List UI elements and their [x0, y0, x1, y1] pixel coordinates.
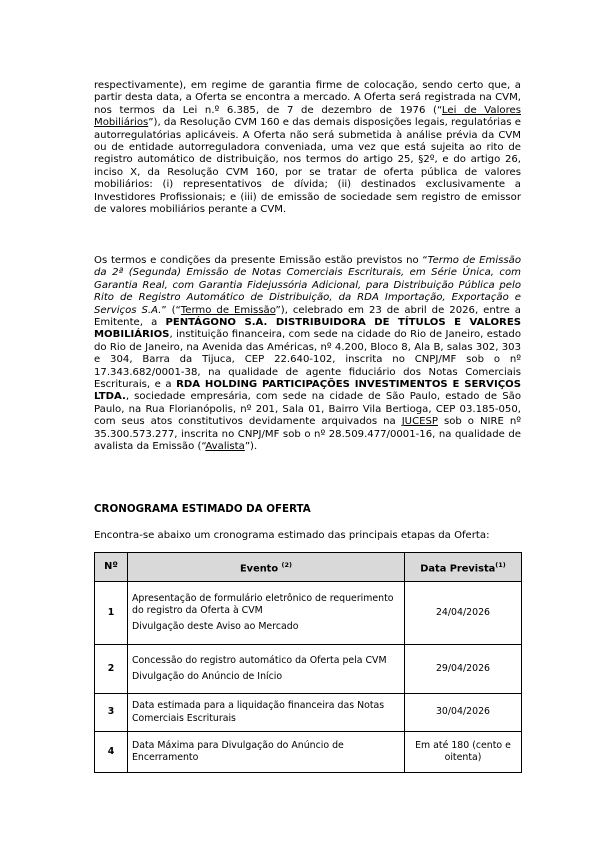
row-event — [128, 582, 405, 645]
p2-text-2: ” (“ — [161, 304, 181, 316]
header-date-note: (1) — [495, 560, 506, 569]
p1-text-2: ”), da Resolução CVM 160 e das demais disposições legais, regulatórias e autorregulatórias aplicáveis. A Oferta não será submetida à análise prévia da CVM ou de entidade autorreguladora conveniada, uma vez que está sujeita ao rito de registro automático de distribuição, nos termos do artigo 25, §2º, e do artigo 26, inciso X, da Resolução CVM 160, por se tratar de oferta pública de valores mobiliários: (i) representativos de dívida; (ii) destinados exclusivamente a Investidores Profissionais; e (iii) de emissão de sociedade sem registro de emissor de valores mobiliários perante a CVM. — [94, 117, 521, 216]
rda-holding-name: RDA HOLDING PARTICIPAÇÕES INVESTIMENTOS E SERVIÇOS LTDA. — [94, 379, 521, 403]
avalista-term: Avalista — [205, 441, 245, 453]
row-num: 3 — [95, 694, 128, 732]
p1-text-1: respectivamente), em regime de garantia firme de colocação, sendo certo que, a partir desta data, a Oferta se encontra a mercado. A Oferta será registrada na CVM, nos termos da Lei n.º 6.385, de 7 de dezembro de 1976 (“ — [94, 80, 521, 116]
jucesp-term: JUCESP — [401, 416, 438, 428]
event-line: Divulgação do Anúncio de Início — [132, 671, 283, 682]
cronograma-table — [94, 552, 522, 773]
p2-text-6: sob o NIRE nº 35.300.573.277, inscrita no CNPJ/MF sob o nº 28.509.477/0001-16, na qualidade de avalista da Emissão (“ — [94, 416, 521, 453]
p2-text-1: Os termos e condições da presente Emissão estão previstos no “ — [94, 255, 428, 266]
p2-text-4: , instituição financeira, com sede na cidade do Rio de Janeiro, estado do Rio de Janeiro, na Avenida das Américas, nº 4.200, Bloco 8, Ala B, salas 302, 303 e 304, Barra da Tijuca, CEP 22.640-102, inscrita no CNPJ/MF sob o nº 17.343.682/0001-38, na qualidade de agente fiduciário dos Notas Comerciais Escriturais, e a — [94, 329, 521, 391]
row-event — [128, 645, 405, 694]
row-event — [128, 694, 405, 732]
header-date — [405, 553, 522, 582]
header-event-note: (2) — [281, 560, 292, 569]
paragraph-oferta-registro — [94, 80, 521, 216]
event-line: Divulgação deste Aviso ao Mercado — [132, 621, 299, 633]
row-date: 29/04/2026 — [405, 645, 522, 694]
row-date: Em até 180 (cento e oitenta) — [405, 732, 522, 773]
section-intro: Encontra-se abaixo um cronograma estimado das principais etapas da Oferta: — [94, 530, 490, 541]
header-num-label: Nº — [104, 560, 118, 572]
header-date-label: Data Prevista — [420, 563, 496, 575]
header-event-label: Evento — [239, 563, 279, 575]
table-row — [95, 582, 522, 645]
lei-valores-mobiliarios-term: Lei de Valores Mobiliários — [94, 104, 521, 129]
section-heading: CRONOGRAMA ESTIMADO DA OFERTA — [94, 503, 311, 515]
table-row — [95, 645, 522, 694]
row-num: 2 — [95, 645, 128, 694]
row-num: 4 — [95, 732, 128, 773]
p2-text-5: , sociedade empresária, com sede na cidade de São Paulo, estado de São Paulo, na Rua Florianópolis, nº 201, Sala 01, Bairro Vila Bertioga, CEP 03.185-050, com seus atos constitutivos devidamente arquivados na — [94, 391, 521, 428]
event-line: Concessão do registro automático da Oferta pela CVM — [132, 654, 387, 666]
header-num — [95, 553, 128, 582]
p2-text-3: ”), celebrado em 23 de abril de 2026, entre a Emitente, a — [94, 304, 521, 329]
event-line: Data estimada para a liquidação financeira das Notas Comerciais Escriturais — [132, 700, 385, 724]
termo-emissao-title: Termo de Emissão da 2ª (Segunda) Emissão de Notas Comerciais Escriturais, em Série Única, com Garantia Real, com Garantia Fidejussória Adicional, para Distribuição Pública pelo Rito de Registro Automático de Distribuição, da RDA Importação, Exportação e Serviços S.A. — [94, 255, 522, 316]
event-line: Data Máxima para Divulgação do Anúncio de Encerramento — [132, 739, 344, 763]
event-line: Apresentação de formulário eletrônico de requerimento do registro da Oferta à CVM — [132, 592, 394, 616]
table-header-row — [95, 553, 522, 582]
termo-emissao-term: Termo de Emissão — [180, 304, 276, 316]
row-num: 1 — [95, 582, 128, 645]
row-date: 24/04/2026 — [405, 582, 522, 645]
header-event — [128, 553, 405, 582]
p2-text-7: ”). — [244, 441, 258, 453]
table-row — [95, 694, 522, 732]
pentagono-name: PENTÁGONO S.A. DISTRIBUIDORA DE TÍTULOS E VALORES MOBILIÁRIOS — [94, 317, 521, 341]
table-row — [95, 732, 522, 773]
paragraph-termos-condicoes — [94, 255, 521, 454]
row-date: 30/04/2026 — [405, 694, 522, 732]
row-event — [128, 732, 405, 773]
